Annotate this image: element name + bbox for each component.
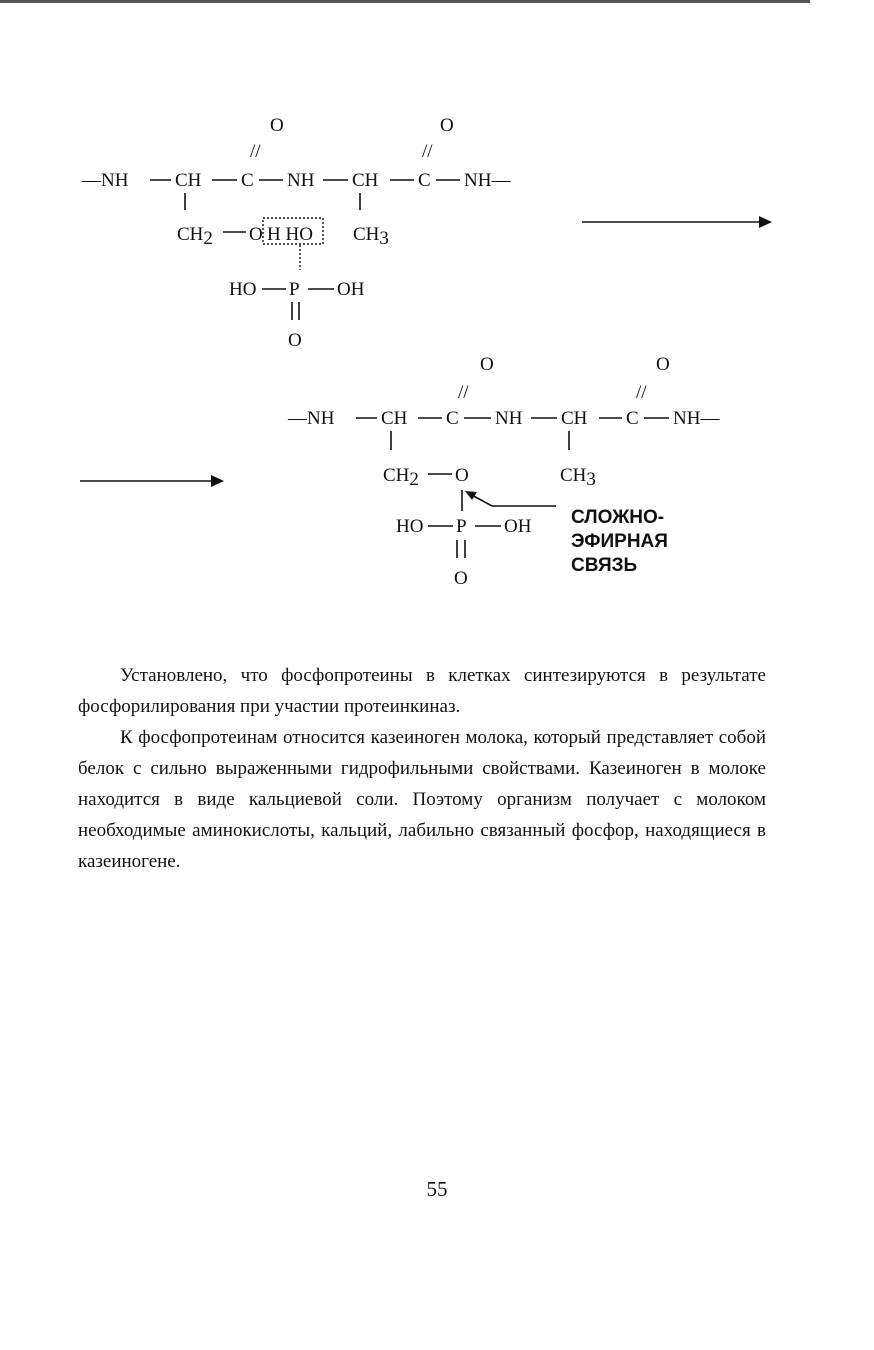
phosphate-oh: OH (337, 279, 365, 300)
carbonyl-oxygen: O (440, 115, 454, 136)
phosphate-oh: OH (504, 516, 532, 537)
chain-nh-start: —NH (288, 408, 335, 429)
chain-nh: NH (287, 170, 315, 191)
chain-ch: CH (175, 170, 202, 191)
phosphate-oxygen: O (288, 330, 302, 351)
body-text (78, 660, 766, 877)
side-chain-ch2: CH2 (383, 465, 419, 490)
double-bond-mark: // (250, 141, 261, 162)
chain-c: C (418, 170, 431, 191)
formula-top (81, 115, 511, 351)
carbonyl-oxygen: O (480, 354, 494, 375)
phosphate-ho: HO (229, 279, 257, 300)
phosphate-oxygen: O (454, 568, 468, 589)
double-bond-mark: // (458, 382, 469, 403)
paragraph: К фосфопротеинам относится казеиноген молока, который представляет собой белок с сильно выраженными гидрофильными свойствами. Казеиноген в молоке находится в виде кальциевой соли. Поэтому организм получает с молоком необходимые аминокислоты, кальций, лабильно связанный фосфор, находящиеся в казеиногене. (78, 727, 766, 872)
phosphoprotein-formation-diagram (0, 0, 874, 640)
ester-oxygen: O (455, 465, 469, 486)
phosphorus: P (289, 279, 300, 300)
eliminated-water-label: H HO (267, 224, 313, 245)
double-bond-mark: // (636, 382, 647, 403)
chain-nh-end: NH— (464, 170, 511, 191)
page-number: 55 (426, 1177, 448, 1201)
reaction-arrow-left (80, 475, 224, 487)
hydroxyl-oxygen: O (249, 224, 263, 245)
callout-line: СЛОЖНО- (571, 507, 665, 528)
carbonyl-oxygen: O (656, 354, 670, 375)
chain-nh-start: —NH (82, 170, 129, 191)
double-bond-mark: // (422, 141, 433, 162)
chain-ch: CH (352, 170, 379, 191)
chain-ch: CH (381, 408, 408, 429)
phosphorus: P (456, 516, 467, 537)
chain-c: C (446, 408, 459, 429)
chain-nh: NH (495, 408, 523, 429)
reaction-arrow-right (582, 216, 772, 228)
chain-nh-end: NH— (673, 408, 720, 429)
ester-bond-callout (465, 491, 785, 593)
chain-ch: CH (561, 408, 588, 429)
side-chain-ch2: CH2 (177, 224, 213, 249)
chain-c: C (626, 408, 639, 429)
side-chain-ch3: CH3 (560, 465, 596, 490)
phosphate-ho: HO (396, 516, 424, 537)
paragraph: Установлено, что фосфопротеины в клетках синтезируются в результате фосфорилирования при участии протеинкиназ. (78, 665, 766, 717)
chain-c: C (241, 170, 254, 191)
side-chain-ch3: CH3 (353, 224, 389, 249)
callout-line: СВЯЗЬ (571, 555, 638, 576)
callout-line: ЭФИРНАЯ (571, 531, 668, 552)
carbonyl-oxygen: O (270, 115, 284, 136)
